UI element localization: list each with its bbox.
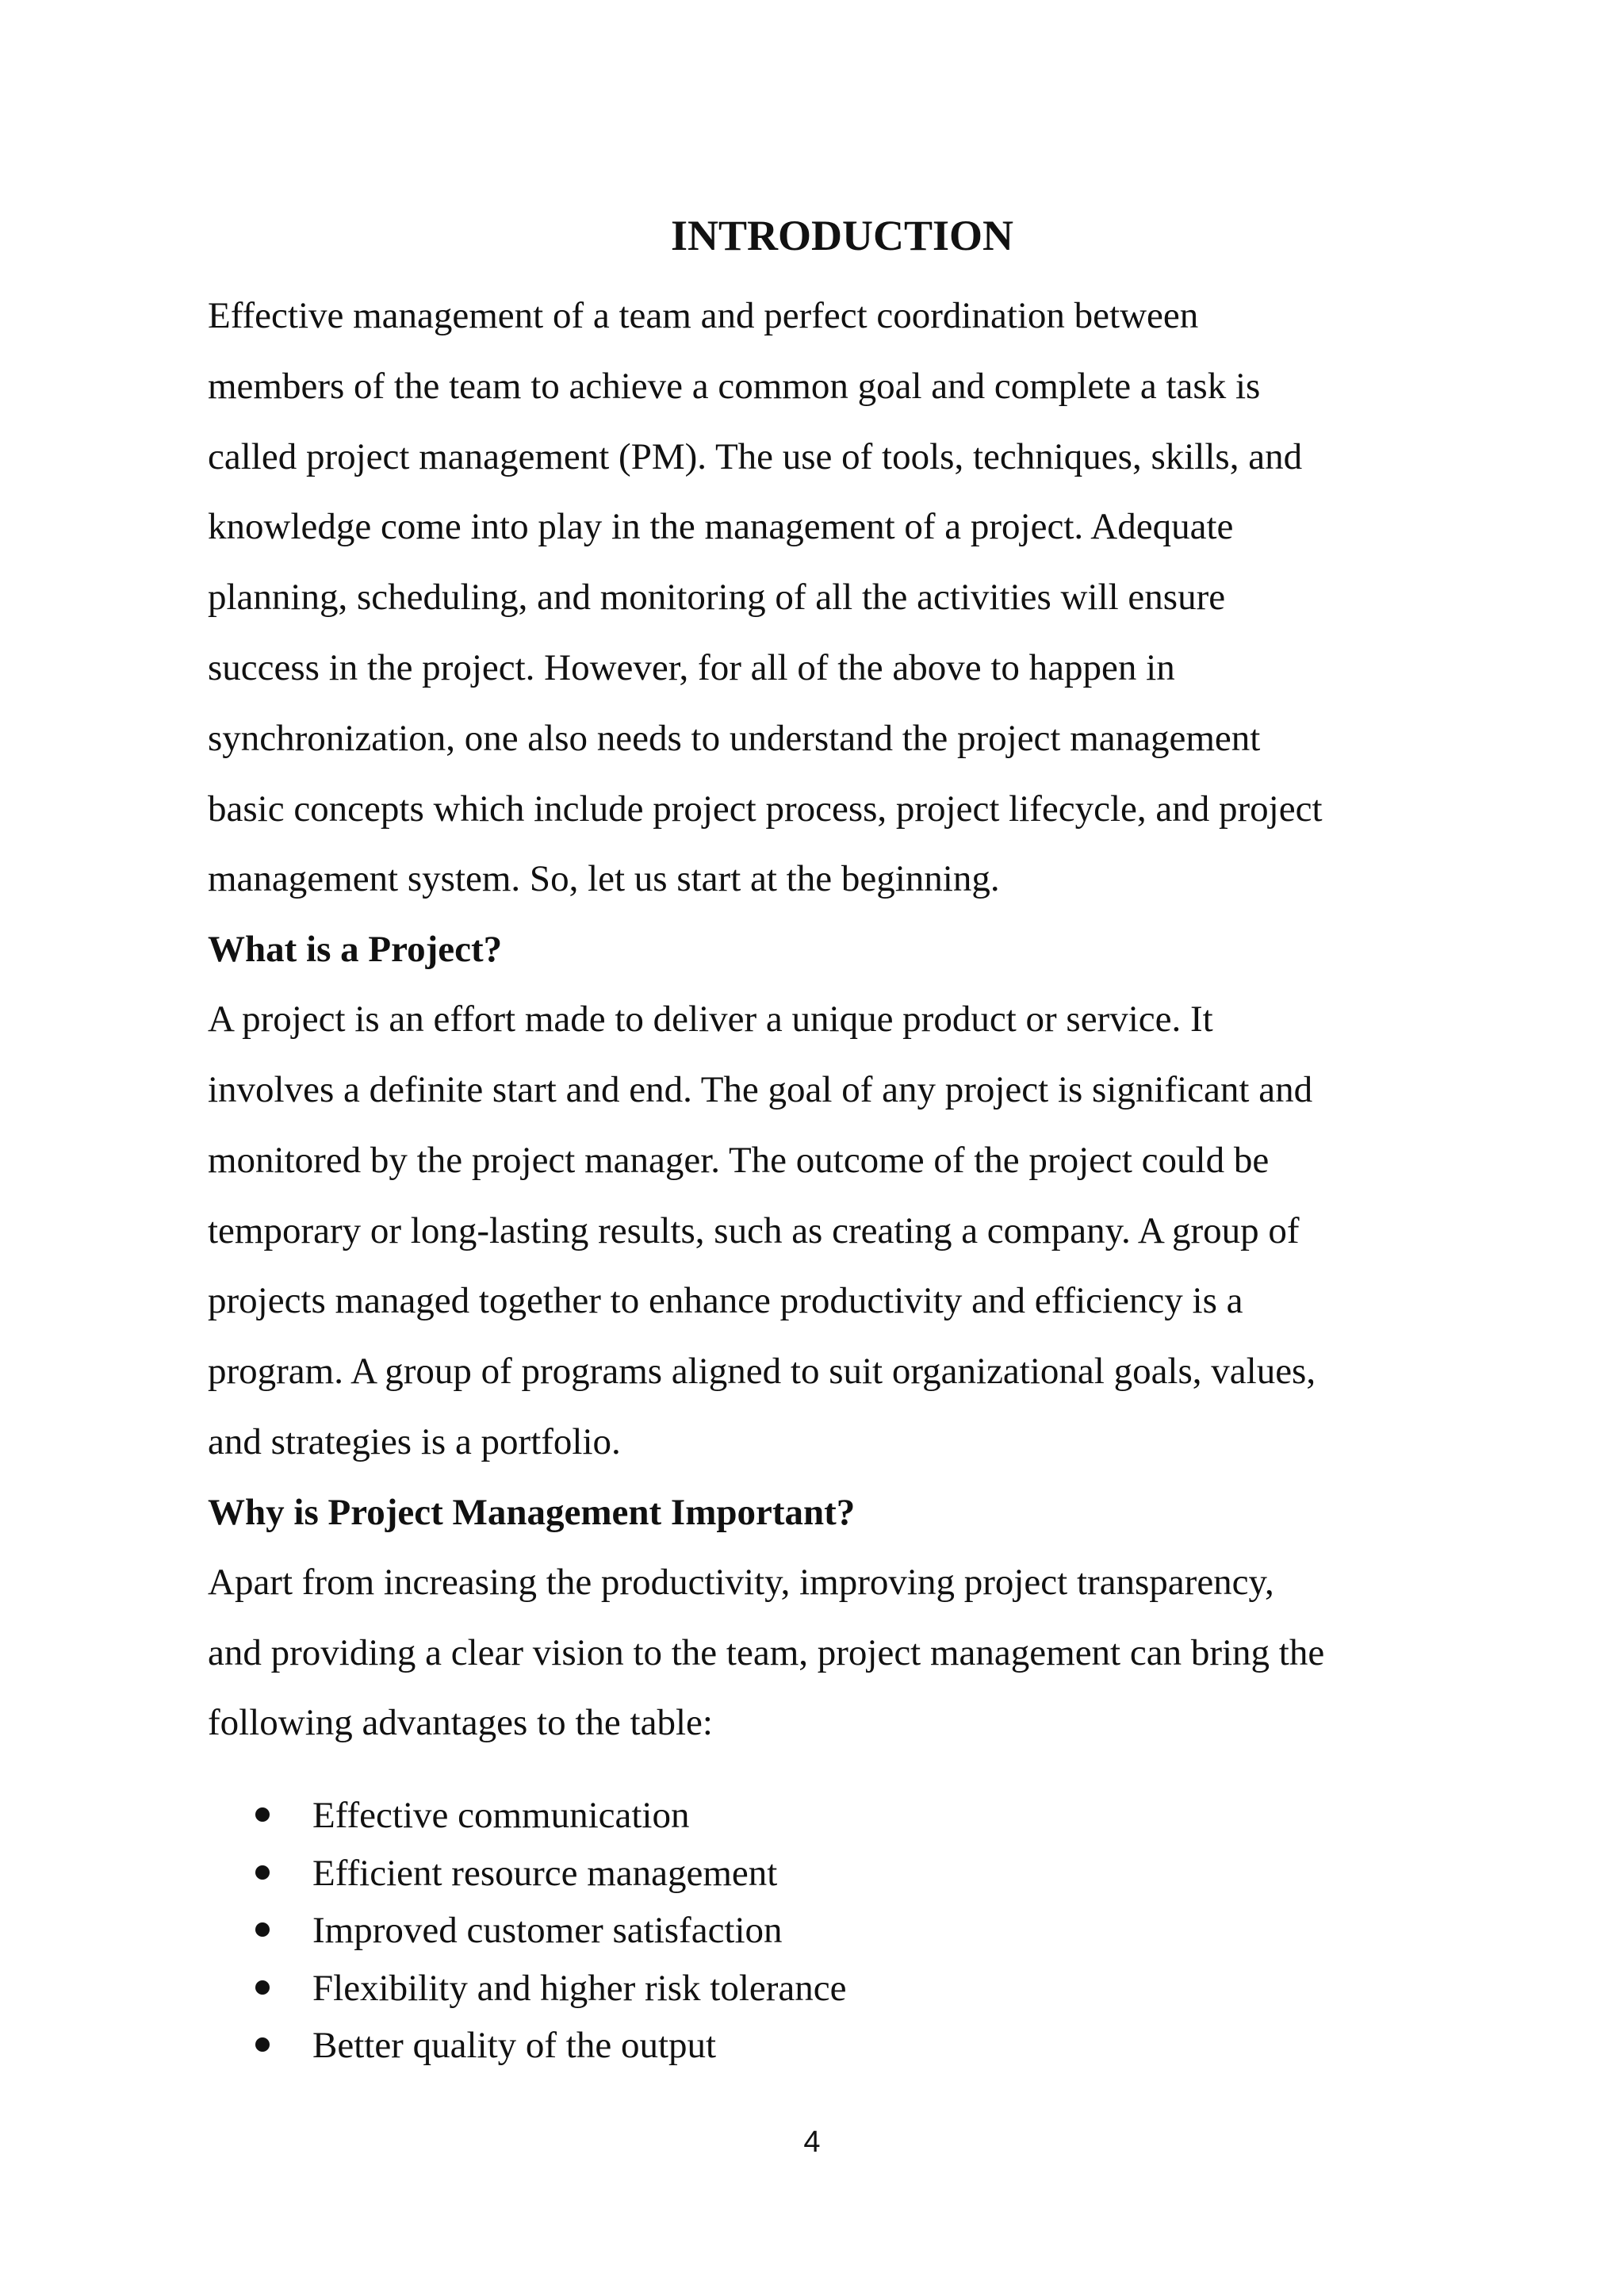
- bullet-icon: [255, 1865, 270, 1880]
- list-item-text: Improved customer satisfaction: [312, 1910, 783, 1952]
- list-item: [255, 2017, 1445, 2075]
- paragraph-line: called project management (PM). The use of tools, techniques, skills, and: [208, 435, 1303, 477]
- bullet-icon: [255, 1922, 270, 1937]
- list-item-text: Effective communication: [312, 1795, 690, 1837]
- advantages-list: [208, 1787, 1445, 2075]
- paragraph-line: synchronization, one also needs to understand the project management: [208, 717, 1261, 759]
- list-item: [255, 1845, 1445, 1903]
- paragraph-line: and strategies is a portfolio.: [208, 1420, 621, 1462]
- paragraph-line: basic concepts which include project process, project lifecycle, and project: [208, 788, 1323, 830]
- page-title: INTRODUCTION: [670, 212, 1014, 259]
- list-item: [255, 1902, 1445, 1960]
- list-item: [255, 1960, 1445, 2018]
- paragraph-line: management system. So, let us start at the beginning.: [208, 858, 1000, 900]
- paragraph-line: involves a definite start and end. The goal of any project is significant and: [208, 1068, 1313, 1110]
- paragraph-line: planning, scheduling, and monitoring of all the activities will ensure: [208, 577, 1226, 619]
- importance-paragraph: [208, 1547, 1445, 1758]
- paragraph-line: knowledge come into play in the management of a project. Adequate: [208, 506, 1234, 548]
- paragraph-line: monitored by the project manager. The outcome of the project could be: [208, 1139, 1270, 1181]
- paragraph-line: program. A group of programs aligned to suit organizational goals, values,: [208, 1351, 1316, 1393]
- paragraph-line: temporary or long-lasting results, such as creating a company. A group of: [208, 1209, 1300, 1251]
- paragraph-line: projects managed together to enhance productivity and efficiency is a: [208, 1280, 1243, 1322]
- paragraph-line: members of the team to achieve a common goal and complete a task is: [208, 365, 1261, 407]
- paragraph-line: A project is an effort made to deliver a unique product or service. It: [208, 999, 1213, 1041]
- list-item-text: Flexibility and higher risk tolerance: [312, 1967, 847, 2009]
- bullet-icon: [255, 2037, 270, 2052]
- paragraph-line: and providing a clear vision to the team, project management can bring the: [208, 1631, 1325, 1673]
- intro-paragraph: [208, 281, 1445, 914]
- bullet-icon: [255, 1807, 270, 1822]
- page-number: 4: [803, 2125, 821, 2159]
- section-heading-why-pm-important: Why is Project Management Important?: [208, 1491, 856, 1533]
- list-item-text: Better quality of the output: [312, 2025, 717, 2067]
- section-heading-what-is-a-project: What is a Project?: [208, 929, 503, 971]
- paragraph-line: Effective management of a team and perfect coordination between: [208, 295, 1199, 336]
- paragraph-line: Apart from increasing the productivity, improving project transparency,: [208, 1561, 1274, 1603]
- list-item: [255, 1787, 1445, 1845]
- page-content: [208, 208, 1445, 2075]
- bullet-icon: [255, 1980, 270, 1995]
- paragraph-line: success in the project. However, for all of the above to happen in: [208, 646, 1175, 688]
- list-item-text: Efficient resource management: [312, 1852, 778, 1894]
- project-paragraph: [208, 984, 1445, 1478]
- paragraph-line: following advantages to the table:: [208, 1702, 713, 1744]
